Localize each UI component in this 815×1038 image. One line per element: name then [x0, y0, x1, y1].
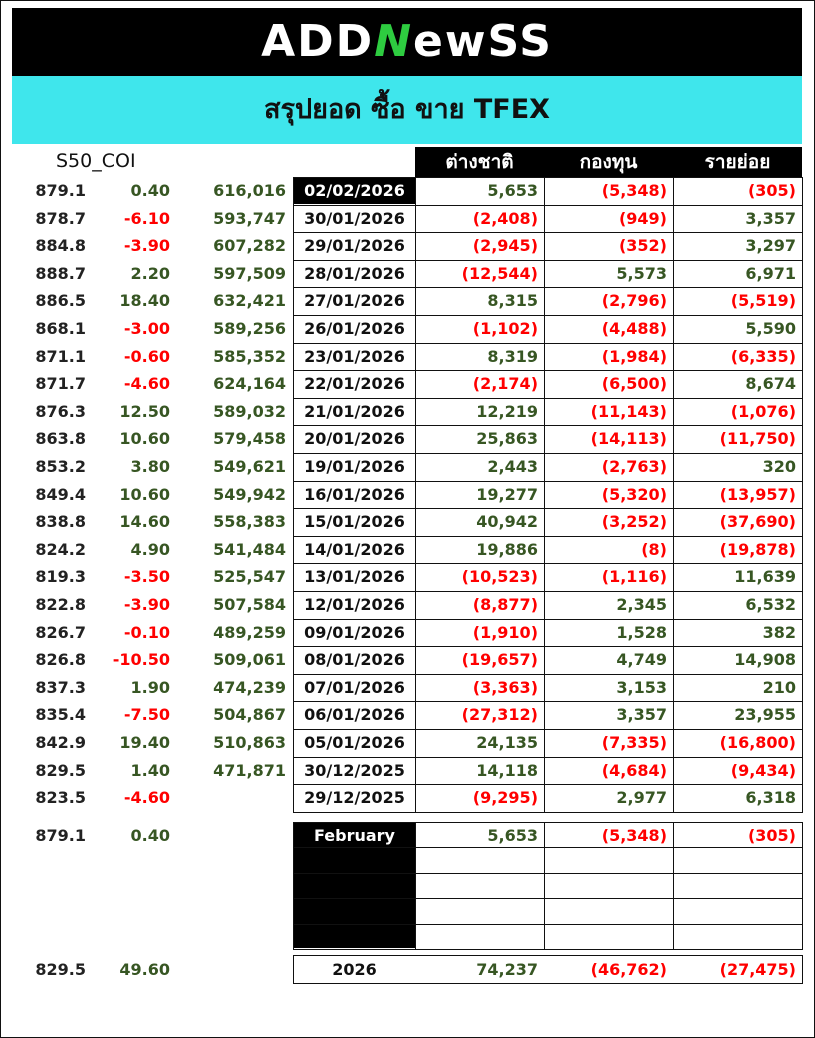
row-index: 878.7	[35, 208, 86, 228]
row-change: 4.90	[130, 539, 170, 559]
row-date: 28/01/2026	[304, 263, 405, 283]
row-date: 16/01/2026	[304, 484, 405, 504]
title-banner	[12, 76, 802, 144]
row-date: 02/02/2026	[294, 177, 415, 204]
row-foreign: 5,653	[487, 181, 538, 200]
row-date: 06/01/2026	[304, 705, 405, 725]
row-index: 871.7	[35, 374, 86, 394]
year-bottom-border	[293, 983, 803, 984]
row-foreign: (1,910)	[472, 622, 538, 642]
row-date: 29/01/2026	[304, 236, 405, 256]
row-retail: 6,532	[745, 595, 796, 614]
row-change: -3.90	[123, 595, 170, 614]
row-open-interest: 471,871	[213, 760, 286, 780]
row-foreign: (1,102)	[472, 319, 538, 338]
month-index: 879.1	[35, 826, 86, 845]
row-foreign: 2,443	[487, 457, 538, 476]
row-open-interest: 607,282	[213, 236, 286, 256]
row-open-interest: 525,547	[213, 567, 286, 587]
row-foreign: (27,312)	[461, 705, 538, 725]
row-date: 15/01/2026	[304, 512, 405, 532]
row-open-interest: 589,032	[213, 401, 286, 421]
month-column-divider	[293, 822, 294, 950]
month-foreign: 5,653	[487, 826, 538, 845]
row-foreign: (9,295)	[472, 788, 538, 808]
row-change: 14.60	[119, 512, 170, 532]
row-divider	[293, 812, 803, 813]
row-index: 819.3	[35, 567, 86, 587]
row-date: 29/12/2025	[304, 788, 405, 808]
row-open-interest: 504,867	[213, 705, 286, 725]
row-retail: 6,971	[745, 263, 796, 283]
row-retail: (11,750)	[719, 429, 796, 449]
year-index: 829.5	[35, 960, 86, 979]
year-top-border	[293, 955, 803, 956]
month-column-divider	[544, 822, 545, 950]
row-change: -0.60	[123, 346, 170, 366]
row-index: 849.4	[35, 484, 86, 504]
row-fund: (7,335)	[601, 733, 667, 752]
row-foreign: 25,863	[476, 429, 538, 449]
row-change: 1.90	[130, 677, 170, 697]
row-date: 22/01/2026	[304, 374, 405, 394]
row-open-interest: 489,259	[213, 622, 286, 642]
table-top-border	[293, 177, 803, 178]
row-date: 20/01/2026	[304, 429, 405, 449]
row-fund: (8)	[641, 539, 667, 559]
row-change: -3.00	[123, 319, 170, 338]
row-fund: (4,684)	[601, 760, 667, 780]
brand-header	[12, 8, 802, 76]
row-index: 884.8	[35, 236, 86, 256]
header-retail: รายย่อย	[673, 147, 802, 177]
row-foreign: (19,657)	[461, 650, 538, 670]
row-index: 871.1	[35, 346, 86, 366]
row-foreign: 19,277	[476, 484, 538, 504]
row-retail: (6,335)	[730, 346, 796, 366]
row-foreign: 19,886	[476, 539, 538, 559]
row-date: 05/01/2026	[304, 733, 405, 752]
row-retail: (305)	[747, 181, 796, 200]
row-date: 21/01/2026	[304, 401, 405, 421]
row-foreign: (2,174)	[472, 374, 538, 394]
row-date: 19/01/2026	[304, 457, 405, 476]
brand-logo: ADDNewSS	[261, 16, 553, 67]
column-divider	[544, 177, 545, 813]
row-index: 842.9	[35, 733, 86, 752]
column-divider	[415, 177, 416, 813]
row-index: 824.2	[35, 539, 86, 559]
brand-logo-n: N	[374, 16, 414, 67]
row-open-interest: 541,484	[213, 539, 286, 559]
row-fund: 2,977	[616, 788, 667, 808]
row-retail: (13,957)	[719, 484, 796, 504]
row-change: -0.10	[123, 622, 170, 642]
row-index: 829.5	[35, 760, 86, 780]
row-change: 2.20	[130, 263, 170, 283]
row-fund: 3,357	[616, 705, 667, 725]
row-foreign: 14,118	[476, 760, 538, 780]
month-column-divider	[673, 822, 674, 950]
row-foreign: (2,408)	[472, 208, 538, 228]
row-fund: (2,763)	[601, 457, 667, 476]
month-row-divider	[293, 924, 803, 925]
row-index: 826.7	[35, 622, 86, 642]
row-fund: 3,153	[616, 677, 667, 697]
row-change: -4.60	[123, 788, 170, 808]
row-fund: (5,348)	[601, 181, 667, 200]
row-retail: 5,590	[745, 319, 796, 338]
row-index: 823.5	[35, 788, 86, 808]
row-change: -3.50	[123, 567, 170, 587]
row-change: 3.80	[130, 457, 170, 476]
row-open-interest: 585,352	[213, 346, 286, 366]
header-foreign: ต่างชาติ	[415, 147, 544, 177]
year-retail: (27,475)	[719, 960, 796, 979]
month-change: 0.40	[130, 826, 170, 845]
month-fund: (5,348)	[601, 826, 667, 845]
row-index: 838.8	[35, 512, 86, 532]
row-change: 1.40	[130, 760, 170, 780]
row-change: 10.60	[119, 429, 170, 449]
year-label: 2026	[332, 960, 377, 979]
row-fund: (1,116)	[601, 567, 667, 587]
row-retail: (16,800)	[719, 733, 796, 752]
row-retail: 382	[762, 622, 796, 642]
row-date: 09/01/2026	[304, 622, 405, 642]
row-fund: (949)	[618, 208, 667, 228]
row-date: 26/01/2026	[304, 319, 405, 338]
column-divider	[673, 177, 674, 813]
row-change: -7.50	[123, 705, 170, 725]
row-change: 12.50	[119, 401, 170, 421]
page-title: สรุปยอด ซื้อ ขาย TFEX	[264, 94, 550, 125]
row-fund: (1,984)	[601, 346, 667, 366]
row-date: 14/01/2026	[304, 539, 405, 559]
row-foreign: (2,945)	[472, 236, 538, 256]
row-retail: 23,955	[734, 705, 796, 725]
row-date: 07/01/2026	[304, 677, 405, 697]
row-index: 863.8	[35, 429, 86, 449]
row-date: 30/01/2026	[304, 208, 405, 228]
month-retail: (305)	[747, 826, 796, 845]
row-foreign: 8,319	[487, 346, 538, 366]
row-open-interest: 549,621	[213, 457, 286, 476]
row-retail: 6,318	[745, 788, 796, 808]
row-change: 0.40	[130, 181, 170, 200]
row-open-interest: 593,747	[213, 208, 286, 228]
row-open-interest: 632,421	[213, 291, 286, 311]
row-retail: 210	[762, 677, 796, 697]
row-index: 876.3	[35, 401, 86, 421]
month-column-divider	[415, 822, 416, 950]
month-row-divider	[293, 847, 803, 848]
row-foreign: (12,544)	[461, 263, 538, 283]
row-fund: 1,528	[616, 622, 667, 642]
row-retail: (5,519)	[730, 291, 796, 311]
row-fund: (352)	[618, 236, 667, 256]
row-open-interest: 510,863	[213, 733, 286, 752]
year-left-border	[293, 955, 294, 984]
row-foreign: 8,315	[487, 291, 538, 311]
row-fund: (3,252)	[601, 512, 667, 532]
row-date: 30/12/2025	[304, 760, 405, 780]
row-index: 886.5	[35, 291, 86, 311]
row-retail: (1,076)	[730, 401, 796, 421]
row-retail: (9,434)	[730, 760, 796, 780]
row-fund: 2,345	[616, 595, 667, 614]
row-fund: (4,488)	[601, 319, 667, 338]
year-foreign: 74,237	[476, 960, 538, 979]
row-retail: 8,674	[745, 374, 796, 394]
row-open-interest: 558,383	[213, 512, 286, 532]
month-row-divider	[293, 822, 803, 823]
row-index: 822.8	[35, 595, 86, 614]
row-fund: (2,796)	[601, 291, 667, 311]
month-row-divider	[293, 949, 803, 950]
row-change: -10.50	[112, 650, 170, 670]
row-fund: (5,320)	[601, 484, 667, 504]
year-right-border	[802, 955, 803, 984]
year-fund: (46,762)	[590, 960, 667, 979]
month-label: February	[294, 822, 415, 948]
row-retail: (37,690)	[719, 512, 796, 532]
coi-label: S50_COI	[56, 150, 136, 172]
row-foreign: (3,363)	[472, 677, 538, 697]
month-row-divider	[293, 898, 803, 899]
row-index: 888.7	[35, 263, 86, 283]
row-open-interest: 589,256	[213, 319, 286, 338]
row-change: -6.10	[123, 208, 170, 228]
row-retail: 3,357	[745, 208, 796, 228]
row-open-interest: 624,164	[213, 374, 286, 394]
row-foreign: (8,877)	[472, 595, 538, 614]
row-open-interest: 579,458	[213, 429, 286, 449]
row-open-interest: 474,239	[213, 677, 286, 697]
row-retail: 11,639	[734, 567, 796, 587]
row-retail: 14,908	[734, 650, 796, 670]
row-index: 853.2	[35, 457, 86, 476]
row-index: 837.3	[35, 677, 86, 697]
row-index: 835.4	[35, 705, 86, 725]
row-fund: 5,573	[616, 263, 667, 283]
row-open-interest: 597,509	[213, 263, 286, 283]
row-change: 18.40	[119, 291, 170, 311]
row-date: 12/01/2026	[304, 595, 405, 614]
row-change: 10.60	[119, 484, 170, 504]
row-retail: (19,878)	[719, 539, 796, 559]
month-column-divider	[802, 822, 803, 950]
row-foreign: 40,942	[476, 512, 538, 532]
row-retail: 3,297	[745, 236, 796, 256]
row-change: -4.60	[123, 374, 170, 394]
row-change: 19.40	[119, 733, 170, 752]
row-date: 08/01/2026	[304, 650, 405, 670]
row-retail: 320	[762, 457, 796, 476]
row-open-interest: 509,061	[213, 650, 286, 670]
row-index: 826.8	[35, 650, 86, 670]
row-change: -3.90	[123, 236, 170, 256]
column-divider	[802, 177, 803, 813]
row-date: 13/01/2026	[304, 567, 405, 587]
month-row-divider	[293, 873, 803, 874]
row-open-interest: 507,584	[213, 595, 286, 614]
row-foreign: 12,219	[476, 401, 538, 421]
row-foreign: 24,135	[476, 733, 538, 752]
row-index: 879.1	[35, 181, 86, 200]
year-change: 49.60	[119, 960, 170, 979]
row-fund: (14,113)	[590, 429, 667, 449]
row-open-interest: 549,942	[213, 484, 286, 504]
column-divider	[293, 177, 294, 813]
row-foreign: (10,523)	[461, 567, 538, 587]
header-fund: กองทุน	[544, 147, 673, 177]
row-date: 23/01/2026	[304, 346, 405, 366]
row-date: 27/01/2026	[304, 291, 405, 311]
row-index: 868.1	[35, 319, 86, 338]
row-open-interest: 616,016	[213, 181, 286, 200]
row-fund: 4,749	[616, 650, 667, 670]
row-fund: (6,500)	[601, 374, 667, 394]
row-fund: (11,143)	[590, 401, 667, 421]
